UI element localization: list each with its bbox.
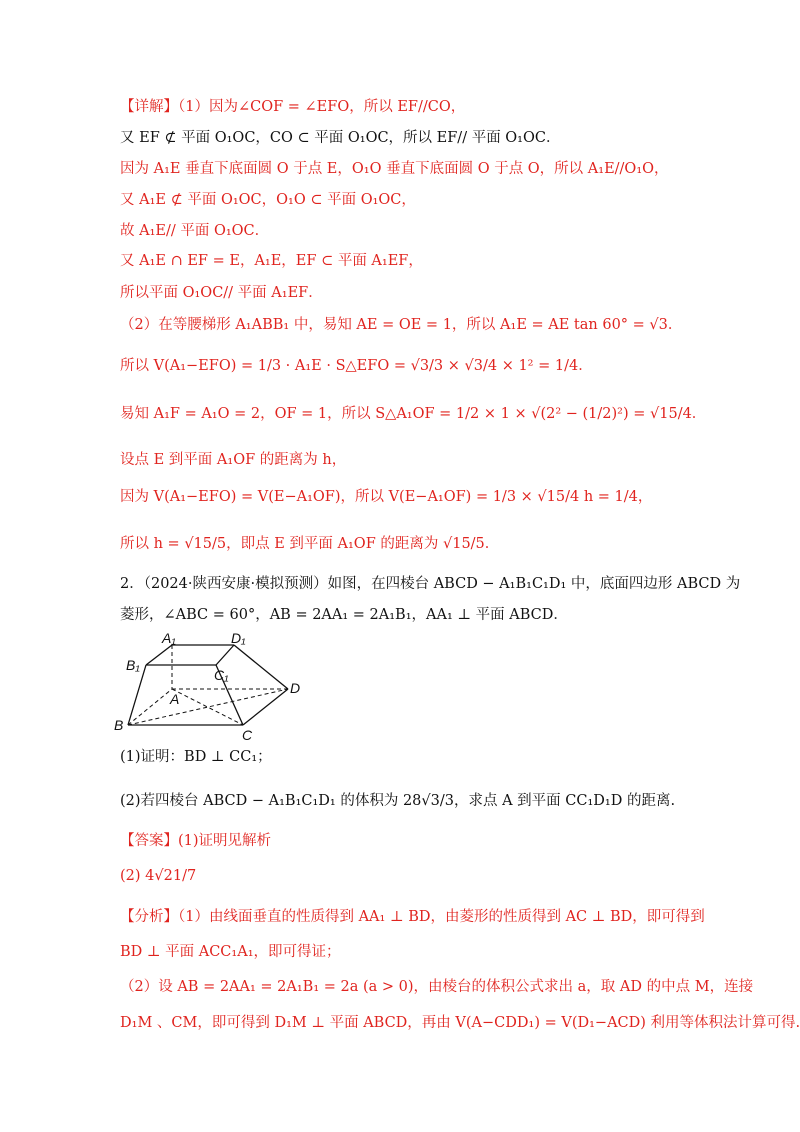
text-line-9: 所以 V(A₁−EFO) = 1/3 · A₁E · S△EFO = √3/3 × √3/4 × 1² = 1/4． (120, 358, 593, 374)
diag-bd (128, 689, 288, 725)
text-line-14: 2．（2024·陕西安康·模拟预测）如图，在四棱台 ABCD − A₁B₁C₁D₁ 中，底面四边形 ABCD 为 (120, 576, 741, 592)
edge-b1b (128, 665, 146, 725)
text-line-3: 因为 A₁E 垂直下底面圆 O 于点 E，O₁O 垂直下底面圆 O 于点 O，所以 A₁E//O₁O， (120, 161, 669, 177)
text-line-2: 又 EF ⊄ 平面 O₁OC，CO ⊂ 平面 O₁OC，所以 EF// 平面 O₁OC． (120, 130, 561, 146)
text-line-10: 易知 A₁F = A₁O = 2，OF = 1，所以 S△A₁OF = 1/2 × 1 × √(2² − (1/2)²) = √15/4． (120, 406, 707, 422)
diag-ac (172, 689, 243, 725)
text-line-12: 因为 V(A₁−EFO) = V(E−A₁OF)，所以 V(E−A₁OF) = 1/3 × √15/4 h = 1/4， (120, 489, 653, 505)
text-line-21: BD ⊥ 平面 ACC₁A₁，即可得证； (120, 944, 341, 960)
label-a: A (170, 691, 180, 707)
text-line-5: 故 A₁E// 平面 O₁OC． (120, 223, 270, 239)
edge-b1a1 (146, 645, 172, 665)
text-line-8: （2）在等腰梯形 A₁ABB₁ 中，易知 AE = OE = 1，所以 A₁E = AE tan 60° = √3． (120, 317, 683, 333)
label-a1: A₁ (162, 630, 176, 646)
text-line-23: D₁M 、CM，即可得到 D₁M ⊥ 平面 ABCD，再由 V(A−CDD₁) = V(D₁−ACD) 利用等体积法计算可得. (120, 1015, 800, 1031)
label-c: C (242, 727, 253, 743)
label-d: D (290, 680, 301, 696)
text-line-1: 【详解】（1）因为∠COF = ∠EFO，所以 EF//CO， (120, 99, 466, 115)
text-line-18: 【答案】(1)证明见解析 (120, 833, 272, 849)
text-line-16: (1)证明：BD ⊥ CC₁； (120, 749, 272, 765)
text-line-17: (2)若四棱台 ABCD − A₁B₁C₁D₁ 的体积为 28√3/3，求点 A 到平面 CC₁D₁D 的距离. (120, 793, 676, 809)
text-line-22: （2）设 AB = 2AA₁ = 2A₁B₁ = 2a (a > 0)，由棱台的体积公式求出 a，取 AD 的中点 M，连接 (120, 979, 754, 995)
text-line-19: (2) 4√21/7 (120, 868, 197, 884)
edge-d1d (234, 645, 288, 689)
frustum-figure (114, 630, 318, 743)
text-line-20: 【分析】（1）由线面垂直的性质得到 AA₁ ⊥ BD，由菱形的性质得到 AC ⊥ BD，即可得到 (120, 909, 705, 925)
text-line-6: 又 A₁E ∩ EF = E，A₁E，EF ⊂ 平面 A₁EF， (120, 253, 423, 269)
text-line-11: 设点 E 到平面 A₁OF 的距离为 h， (120, 452, 347, 468)
label-d1: D₁ (231, 630, 246, 646)
edge-d1c1 (216, 645, 234, 665)
text-line-4: 又 A₁E ⊄ 平面 O₁OC，O₁O ⊂ 平面 O₁OC， (120, 192, 416, 208)
label-b1: B₁ (126, 657, 140, 673)
text-line-15: 菱形，∠ABC = 60°，AB = 2AA₁ = 2A₁B₁，AA₁ ⊥ 平面 ABCD． (120, 607, 568, 623)
label-c1: C₁ (214, 667, 229, 683)
text-line-7: 所以平面 O₁OC// 平面 A₁EF． (120, 285, 323, 301)
label-b: B (114, 717, 124, 733)
text-line-13: 所以 h = √15/5，即点 E 到平面 A₁OF 的距离为 √15/5． (120, 536, 500, 552)
